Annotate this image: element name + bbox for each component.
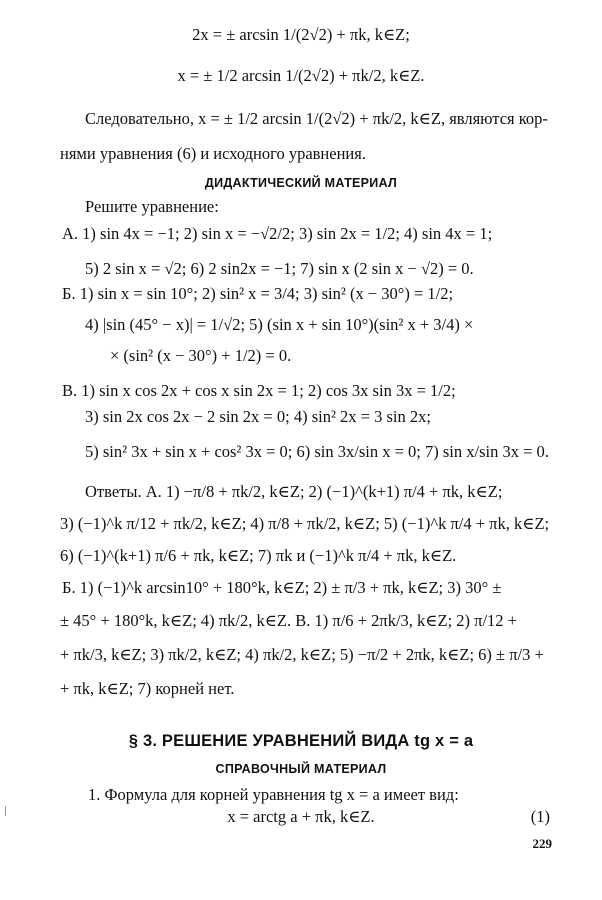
reference-heading: СПРАВОЧНЫЙ МАТЕРИАЛ (215, 762, 387, 776)
exercise-a-line-2: 5) 2 sin x = √2; 6) 2 sin2x = −1; 7) sin x (2 sin x − √2) = 0. (85, 259, 474, 278)
answers-line-6: + πk/3, k∈Z; 3) πk/2, k∈Z; 4) πk/2, k∈Z; 5) −π/2 + 2πk, k∈Z; 6) ± π/3 + (60, 645, 544, 664)
formula-intro: 1. Формула для корней уравнения tg x = a имеет вид: (88, 785, 459, 804)
answers-line-2: 3) (−1)^k π/12 + πk/2, k∈Z; 4) π/8 + πk/2, k∈Z; 5) (−1)^k π/4 + πk, k∈Z; (60, 514, 550, 533)
equation-x: x = ± 1/2 arcsin 1/(2√2) + πk/2, k∈Z. (177, 66, 425, 85)
section-title: § 3. РЕШЕНИЕ УРАВНЕНИЙ ВИДА tg x = a (128, 732, 474, 750)
conclusion-line-1: Следовательно, x = ± 1/2 arcsin 1/(2√2) + πk/2, k∈Z, являются кор- (85, 109, 548, 128)
exercise-v-line-1: В. 1) sin x cos 2x + cos x sin 2x = 1; 2) cos 3x sin 3x = 1/2; (62, 381, 456, 400)
exercise-b-line-3: × (sin² (x − 30°) + 1/2) = 0. (110, 346, 292, 365)
exercise-b-line-1: Б. 1) sin x = sin 10°; 2) sin² x = 3/4; 3) sin² (x − 30°) = 1/2; (62, 284, 454, 303)
answers-line-1: Ответы. А. 1) −π/8 + πk/2, k∈Z; 2) (−1)^(k+1) π/4 + πk, k∈Z; (85, 482, 503, 501)
answers-line-5: ± 45° + 180°k, k∈Z; 4) πk/2, k∈Z. В. 1) π/6 + 2πk/3, k∈Z; 2) π/12 + (60, 611, 517, 630)
section-heading-didactic: ДИДАКТИЧЕСКИЙ МАТЕРИАЛ (204, 176, 398, 190)
page-number: 229 (532, 836, 552, 851)
formula-number: (1) (530, 807, 550, 826)
formula-1: x = arctg a + πk, k∈Z. (227, 807, 375, 826)
task-instruction: Решите уравнение: (85, 197, 219, 216)
equation-2x: 2x = ± arcsin 1/(2√2) + πk, k∈Z; (192, 25, 410, 44)
exercise-v-line-3: 5) sin² 3x + sin x + cos² 3x = 0; 6) sin 3x/sin x = 0; 7) sin x/sin 3x = 0. (85, 442, 549, 461)
answers-line-7: + πk, k∈Z; 7) корней нет. (60, 679, 235, 698)
conclusion-line-2: нями уравнения (6) и исходного уравнения. (60, 144, 366, 163)
exercise-v-line-2: 3) sin 2x cos 2x − 2 sin 2x = 0; 4) sin² 2x = 3 sin 2x; (85, 407, 431, 426)
exercise-b-line-2: 4) |sin (45° − x)| = 1/√2; 5) (sin x + sin 10°)(sin² x + 3/4) × (85, 315, 474, 334)
scan-mark (5, 806, 6, 816)
answers-line-4: Б. 1) (−1)^k arcsin10° + 180°k, k∈Z; 2) ± π/3 + πk, k∈Z; 3) 30° ± (62, 578, 502, 597)
answers-line-3: 6) (−1)^(k+1) π/6 + πk, k∈Z; 7) πk и (−1)^k π/4 + πk, k∈Z. (60, 546, 457, 565)
exercise-a-line-1: А. 1) sin 4x = −1; 2) sin x = −√2/2; 3) sin 2x = 1/2; 4) sin 4x = 1; (62, 224, 493, 243)
